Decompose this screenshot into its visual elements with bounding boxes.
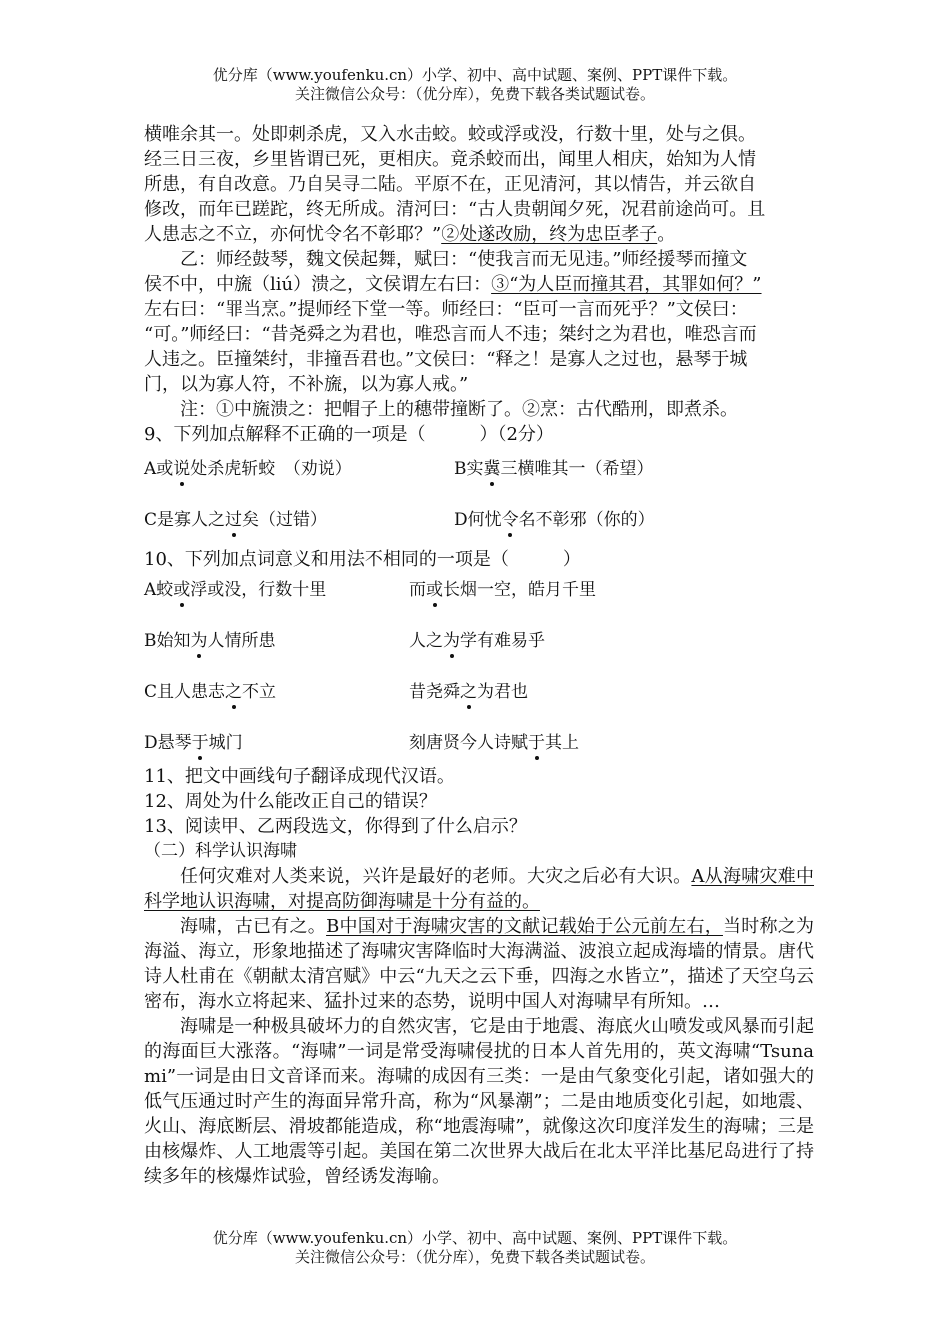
- header-line-1: 优分库（www.youfenku.cn）小学、初中、高中试题、案例、PPT课件下载。: [212, 66, 738, 84]
- text-line: 乙：师经鼓琴，魏文侯起舞，赋曰：“使我言而无见违。”师经援琴而撞文: [180, 249, 748, 270]
- text-line: 修改，而年已蹉跎，终无所成。清河曰：“古人贵朝闻夕死，况君前途尚可。且: [144, 199, 766, 220]
- text-line: [144, 272, 814, 297]
- page-header: [0, 66, 950, 104]
- section-2-title: （二）科学认识海啸: [144, 841, 297, 861]
- option-d: D何忧令名不彰邪（你的）: [454, 510, 655, 530]
- question-9-row-ab: [144, 457, 814, 482]
- question-12: 12、周处为什么能改正自己的错误？: [144, 791, 437, 812]
- annotation-note: 注：①中旒溃之：把帽子上的穗带撞断了。②烹：古代酷刑，即煮杀。: [180, 399, 738, 420]
- section-2-paragraph-2: [144, 914, 814, 1014]
- q10-option-d-left: D悬琴于城门: [144, 733, 243, 753]
- question-10-row-d: [144, 731, 814, 756]
- q10-option-a-left: A蛟或浮或没，行数十里: [144, 580, 327, 600]
- option-c-gloss: （过错）: [259, 510, 328, 530]
- option-b-gloss: （希望）: [585, 459, 654, 479]
- q10-option-b-right: 人之为学有难易乎: [409, 631, 545, 651]
- text-span: 侯不中，中旒（liú）溃之，文侯谓左右曰：: [144, 274, 492, 295]
- section-2-paragraph-1: [144, 864, 814, 914]
- text-line: 左右曰：“罪当烹。”提师经下堂一等。师经曰：“臣可一言而死乎？”文侯曰：: [144, 299, 748, 320]
- text-line: 人违之。臣撞桀纣，非撞吾君也。”文侯曰：“释之！是寡人之过也，悬琴于城: [144, 349, 748, 370]
- underlined-sentence-a: A从海啸灾难中科学地认识海啸，对提高防御海啸是十分有益的。: [144, 866, 815, 912]
- section-2-paragraph-3: 海啸是一种极具破坏力的自然灾害，它是由于地震、海底火山喷发或风暴而引起的海面巨大涨落。“海啸”一词是常受海啸侵扰的日本人首先用的，英文海啸“Tsunami”一词是由日文音译而来。海啸的成因有三类：一是由气象变化引起，诸如强大的低气压通过时产生的海面异常升高，称为“风暴潮”；二是由地质变化引起，如地震、火山、海底断层、滑坡都能造成，称“地震海啸”，就像这次印度洋发生的海啸；三是由核爆炸、人工地震等引起。美国在第二次世界大战后在北太平洋比基尼岛进行了持续多年的核爆炸试验，曾经诱发海喻。: [144, 1016, 814, 1187]
- q10-option-a-right: 而或长烟一空，皓月千里: [409, 580, 596, 600]
- text-line: 横唯余其一。处即刺杀虎，又入水击蛟。蛟或浮或没，行数十里，处与之俱。: [144, 124, 756, 145]
- question-10-stem: 10、下列加点词意义和用法不相同的一项是（ ）: [144, 549, 581, 570]
- footer-line-1: 优分库（www.youfenku.cn）小学、初中、高中试题、案例、PPT课件下载。: [212, 1229, 738, 1247]
- question-10-row-c: [144, 680, 814, 705]
- q10-option-c-right: 昔尧舜之为君也: [409, 682, 528, 702]
- text-line: 经三日三夜，乡里皆谓已死，更相庆。竟杀蛟而出，闻里人相庆，始知为人情: [144, 149, 756, 170]
- text-span: 海啸，古已有之。: [180, 916, 327, 937]
- page-footer: [0, 1229, 950, 1267]
- question-9-stem: 9、下列加点解释不正确的一项是（ ）（2分）: [144, 424, 554, 445]
- underlined-sentence-b: B中国对于海啸灾害的文献记载始于公元前左右，: [326, 916, 723, 937]
- text-line: “可。”师经曰：“昔尧舜之为君也，唯恐言而人不违；桀纣之为君也，唯恐言而: [144, 324, 757, 345]
- option-c: C是寡人之过矣（过错）: [144, 510, 328, 530]
- q10-option-c-left: C且人患志之不立: [144, 682, 277, 702]
- text-span: 人患志之不立，亦何忧令名不彰耶？”: [144, 224, 442, 245]
- text-line: 所患，有自改意。乃自吴寻二陆。平原不在，正见清河，其以情告，并云欲自: [144, 174, 756, 195]
- page-content: [144, 122, 814, 1189]
- option-a: A或说处杀虎斩蛟 （劝说）: [144, 459, 352, 479]
- option-a-gloss: （劝说）: [292, 459, 352, 479]
- underlined-sentence-2: ②处遂改励，终为忠臣孝子: [441, 224, 658, 245]
- header-line-2: 关注微信公众号：（优分库），免费下载各类试题试卷。: [294, 85, 655, 103]
- underlined-sentence-3: ③“为人臣而撞其君，其罪如何？”: [491, 274, 762, 295]
- q10-option-d-right: 刻唐贤今人诗赋于其上: [409, 733, 579, 753]
- passage-yi: [144, 247, 814, 397]
- option-d-gloss: （你的）: [586, 510, 655, 530]
- option-b: B实冀三横唯其一（希望）: [454, 459, 654, 479]
- text-line: [144, 222, 814, 247]
- footer-line-2: 关注微信公众号：（优分库），免费下载各类试题试卷。: [294, 1248, 655, 1266]
- question-10-row-a: [144, 578, 814, 603]
- question-13: 13、阅读甲、乙两段选文，你得到了什么启示？: [144, 816, 527, 837]
- question-11: 11、把文中画线句子翻译成现代汉语。: [144, 766, 455, 787]
- text-line: 门，以为寡人符，不补旒，以为寡人戒。”: [144, 374, 469, 395]
- text-span: 当时称之为海溢、海立，形象地描述了海啸灾害降临时大海满溢、波浪立起成海墙的情景。唐代诗人杜甫在《朝献太清宫赋》中云“九天之云下垂，四海之水皆立”，描述了天空乌云密布，海水立将起来、猛扑过来的态势，说明中国人对海啸早有所知。…: [144, 916, 814, 1012]
- question-9-row-cd: [144, 508, 814, 533]
- question-10-row-b: [144, 629, 814, 654]
- passage-jia: [144, 122, 814, 247]
- text-span: 。: [657, 224, 676, 245]
- text-span: 任何灾难对人类来说，兴许是最好的老师。大灾之后必有大识。: [180, 866, 692, 887]
- q10-option-b-left: B始知为人情所患: [144, 631, 276, 651]
